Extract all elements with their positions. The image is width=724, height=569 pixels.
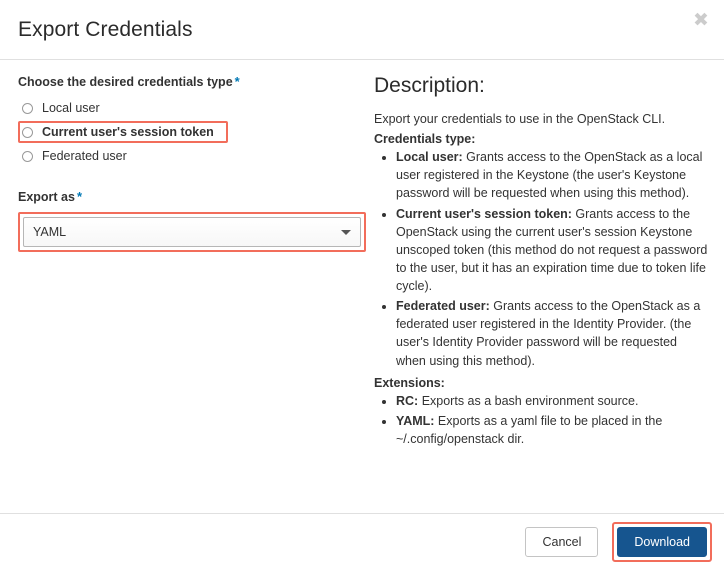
required-marker: * xyxy=(234,74,240,89)
download-highlight-box xyxy=(612,522,712,562)
list-item-text: Exports as a bash environment source. xyxy=(418,393,639,408)
radio-label: Federated user xyxy=(42,149,127,163)
extensions-heading: Extensions: xyxy=(374,375,445,390)
radio-option-federated-user[interactable] xyxy=(18,145,133,167)
export-as-select[interactable] xyxy=(23,217,361,247)
radio-label: Current user's session token xyxy=(42,125,214,139)
list-item-term: YAML: xyxy=(396,413,435,428)
list-item-term: RC: xyxy=(396,393,419,408)
radio-circle-icon xyxy=(22,103,33,114)
radio-option-session-token[interactable] xyxy=(18,121,228,143)
description-intro: Export your credentials to use in the OpenStack CLI. xyxy=(374,112,666,126)
close-icon[interactable]: ✖ xyxy=(693,10,709,31)
dialog-body xyxy=(0,60,724,513)
list-item-term: Federated user: xyxy=(396,299,490,314)
dialog-footer xyxy=(0,513,724,569)
credentials-type-radio-group xyxy=(18,97,348,167)
page-title: Export Credentials xyxy=(18,17,193,41)
radio-circle-icon xyxy=(22,127,33,138)
list-item-text: Exports as a yaml file to be placed in the ~/.config/openstack dir. xyxy=(396,413,663,446)
list-item xyxy=(396,297,710,370)
export-as-label xyxy=(18,189,348,204)
description-heading: Description: xyxy=(374,74,485,97)
radio-label: Local user xyxy=(42,101,100,115)
list-item xyxy=(396,392,710,410)
description-pane xyxy=(364,60,724,513)
list-item xyxy=(396,148,710,202)
list-item-text: Grants access to the OpenStack as a federated user registered in the Identity Provider. (the user's Identity Provider password will be requested when using this method). xyxy=(396,299,701,368)
extensions-list xyxy=(374,392,710,448)
list-item-text: Grants access to the OpenStack as a local user registered in the Keystone (the user's Keystone password will be requested when using this method). xyxy=(396,150,703,201)
dialog-header xyxy=(0,0,724,60)
radio-circle-icon xyxy=(22,151,33,162)
credentials-type-heading: Credentials type: xyxy=(374,132,476,147)
export-as-label-text: Export as xyxy=(18,190,75,204)
credentials-type-label xyxy=(18,74,348,89)
export-as-selected-value: YAML xyxy=(33,225,67,239)
cancel-button[interactable]: Cancel xyxy=(525,527,598,557)
list-item-term: Local user: xyxy=(396,150,463,165)
list-item-text: Grants access to the OpenStack using the current user's session Keystone unscoped token (this method do not request a password to the user, but it has an expiration time due to token life cycle). xyxy=(396,206,708,293)
credentials-type-list xyxy=(374,148,710,370)
list-item xyxy=(396,412,710,448)
form-pane xyxy=(0,60,364,513)
credentials-type-label-text: Choose the desired credentials type xyxy=(18,75,233,89)
list-item xyxy=(396,205,710,296)
export-as-highlight-box xyxy=(18,212,366,252)
radio-option-local-user[interactable] xyxy=(18,97,106,119)
chevron-down-icon xyxy=(341,230,351,235)
download-button[interactable]: Download xyxy=(617,527,707,557)
list-item-term: Current user's session token: xyxy=(396,206,572,221)
required-marker: * xyxy=(76,189,83,204)
